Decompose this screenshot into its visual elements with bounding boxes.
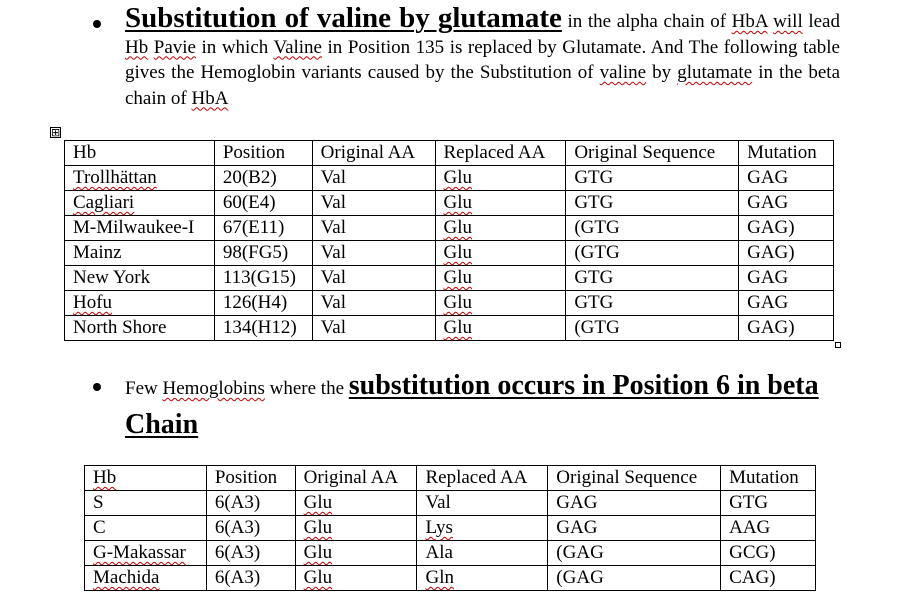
cell-original-sequence: (GTG — [566, 316, 739, 341]
cell-mutation: GAG — [739, 191, 834, 216]
cell-original-sequence: (GTG — [566, 216, 739, 241]
header-position: Position — [206, 466, 295, 491]
cell-hb: Cagliari — [65, 191, 215, 216]
cell-original-aa: Glu — [295, 491, 417, 516]
cell-replaced-aa: Glu — [435, 216, 566, 241]
cell-replaced-aa: Glu — [435, 316, 566, 341]
table-row — [65, 316, 834, 341]
cell-replaced-aa: Glu — [435, 266, 566, 291]
cell-original-aa: Val — [312, 216, 435, 241]
heading-position6: substitution occurs in Position 6 in beta Chain — [125, 370, 819, 440]
cell-original-aa: Glu — [295, 541, 417, 566]
table-row — [85, 541, 816, 566]
cell-position: 20(B2) — [214, 166, 312, 191]
cell-mutation: CAG) — [721, 566, 816, 591]
cell-original-aa: Glu — [295, 566, 417, 591]
table-row — [65, 166, 834, 191]
header-mutation: Mutation — [721, 466, 816, 491]
table-row — [65, 216, 834, 241]
cell-mutation: AAG — [721, 516, 816, 541]
cell-position: 6(A3) — [206, 566, 295, 591]
header-hb: Hb — [85, 466, 207, 491]
cell-original-sequence: (GAG — [548, 541, 721, 566]
cell-original-aa: Val — [312, 241, 435, 266]
valine-variants-table — [64, 140, 834, 341]
cell-hb: Trollhättan — [65, 166, 215, 191]
header-original-sequence: Original Sequence — [548, 466, 721, 491]
table-move-handle-icon[interactable]: ⊞ — [51, 126, 61, 139]
table-row — [85, 516, 816, 541]
table-row — [85, 566, 816, 591]
cell-hb: Mainz — [65, 241, 215, 266]
cell-original-sequence: (GAG — [548, 566, 721, 591]
table-row — [65, 241, 834, 266]
cell-replaced-aa: Gln — [417, 566, 548, 591]
cell-original-sequence: GTG — [566, 291, 739, 316]
cell-hb: North Shore — [65, 316, 215, 341]
cell-original-aa: Val — [312, 291, 435, 316]
cell-position: 98(FG5) — [214, 241, 312, 266]
cell-position: 6(A3) — [206, 541, 295, 566]
cell-mutation: GAG) — [739, 241, 834, 266]
cell-replaced-aa: Glu — [435, 191, 566, 216]
cell-replaced-aa: Glu — [435, 291, 566, 316]
cell-position: 113(G15) — [214, 266, 312, 291]
cell-replaced-aa: Glu — [435, 241, 566, 266]
cell-position: 6(A3) — [206, 516, 295, 541]
cell-replaced-aa: Ala — [417, 541, 548, 566]
cell-replaced-aa: Val — [417, 491, 548, 516]
cell-mutation: GAG — [739, 166, 834, 191]
header-position: Position — [214, 141, 312, 166]
cell-hb: S — [85, 491, 207, 516]
cell-replaced-aa: Lys — [417, 516, 548, 541]
cell-position: 126(H4) — [214, 291, 312, 316]
cell-mutation: GCG) — [721, 541, 816, 566]
header-replaced-aa: Replaced AA — [417, 466, 548, 491]
cell-hb: G-Makassar — [85, 541, 207, 566]
paragraph-valine-substitution: Substitution of valine by glutamate in the alpha chain of HbA will lead Hb Pavie in which Valine in Position 135 is replaced by Glutamate. And The following table gives the Hemoglobin variants caused by the Substitution of valine by glutamate in the beta chain of HbA — [125, 2, 840, 109]
table-row — [65, 191, 834, 216]
cell-hb: Hofu — [65, 291, 215, 316]
cell-mutation: GAG) — [739, 216, 834, 241]
bullet-icon — [93, 20, 101, 28]
header-original-sequence: Original Sequence — [566, 141, 739, 166]
cell-mutation: GAG — [739, 266, 834, 291]
cell-mutation: GAG — [739, 291, 834, 316]
header-original-aa: Original AA — [312, 141, 435, 166]
cell-mutation: GAG) — [739, 316, 834, 341]
cell-position: 67(E11) — [214, 216, 312, 241]
table-row — [65, 291, 834, 316]
position6-variants-table — [84, 465, 816, 591]
cell-replaced-aa: Glu — [435, 166, 566, 191]
cell-position: 6(A3) — [206, 491, 295, 516]
table-resize-handle[interactable] — [835, 342, 841, 348]
cell-hb: C — [85, 516, 207, 541]
header-mutation: Mutation — [739, 141, 834, 166]
cell-hb: New York — [65, 266, 215, 291]
cell-original-aa: Val — [312, 166, 435, 191]
cell-original-sequence: GTG — [566, 266, 739, 291]
table-header-row — [85, 466, 816, 491]
cell-original-sequence: GAG — [548, 516, 721, 541]
header-hb: Hb — [65, 141, 215, 166]
cell-original-aa: Val — [312, 266, 435, 291]
cell-original-sequence: GTG — [566, 166, 739, 191]
cell-hb: M-Milwaukee-I — [65, 216, 215, 241]
bullet-icon — [93, 383, 101, 391]
cell-hb: Machida — [85, 566, 207, 591]
cell-original-aa: Val — [312, 191, 435, 216]
cell-position: 60(E4) — [214, 191, 312, 216]
cell-position: 134(H12) — [214, 316, 312, 341]
table-header-row — [65, 141, 834, 166]
cell-mutation: GTG — [721, 491, 816, 516]
cell-original-aa: Val — [312, 316, 435, 341]
cell-original-sequence: (GTG — [566, 241, 739, 266]
cell-original-sequence: GTG — [566, 191, 739, 216]
cell-original-aa: Glu — [295, 516, 417, 541]
header-original-aa: Original AA — [295, 466, 417, 491]
heading-valine-glutamate: Substitution of valine by glutamate — [125, 2, 562, 34]
table-row — [65, 266, 834, 291]
paragraph-position6: Few Hemoglobins where the substitution occurs in Position 6 in beta Chain — [125, 370, 819, 440]
cell-original-sequence: GAG — [548, 491, 721, 516]
table-row — [85, 491, 816, 516]
header-replaced-aa: Replaced AA — [435, 141, 566, 166]
